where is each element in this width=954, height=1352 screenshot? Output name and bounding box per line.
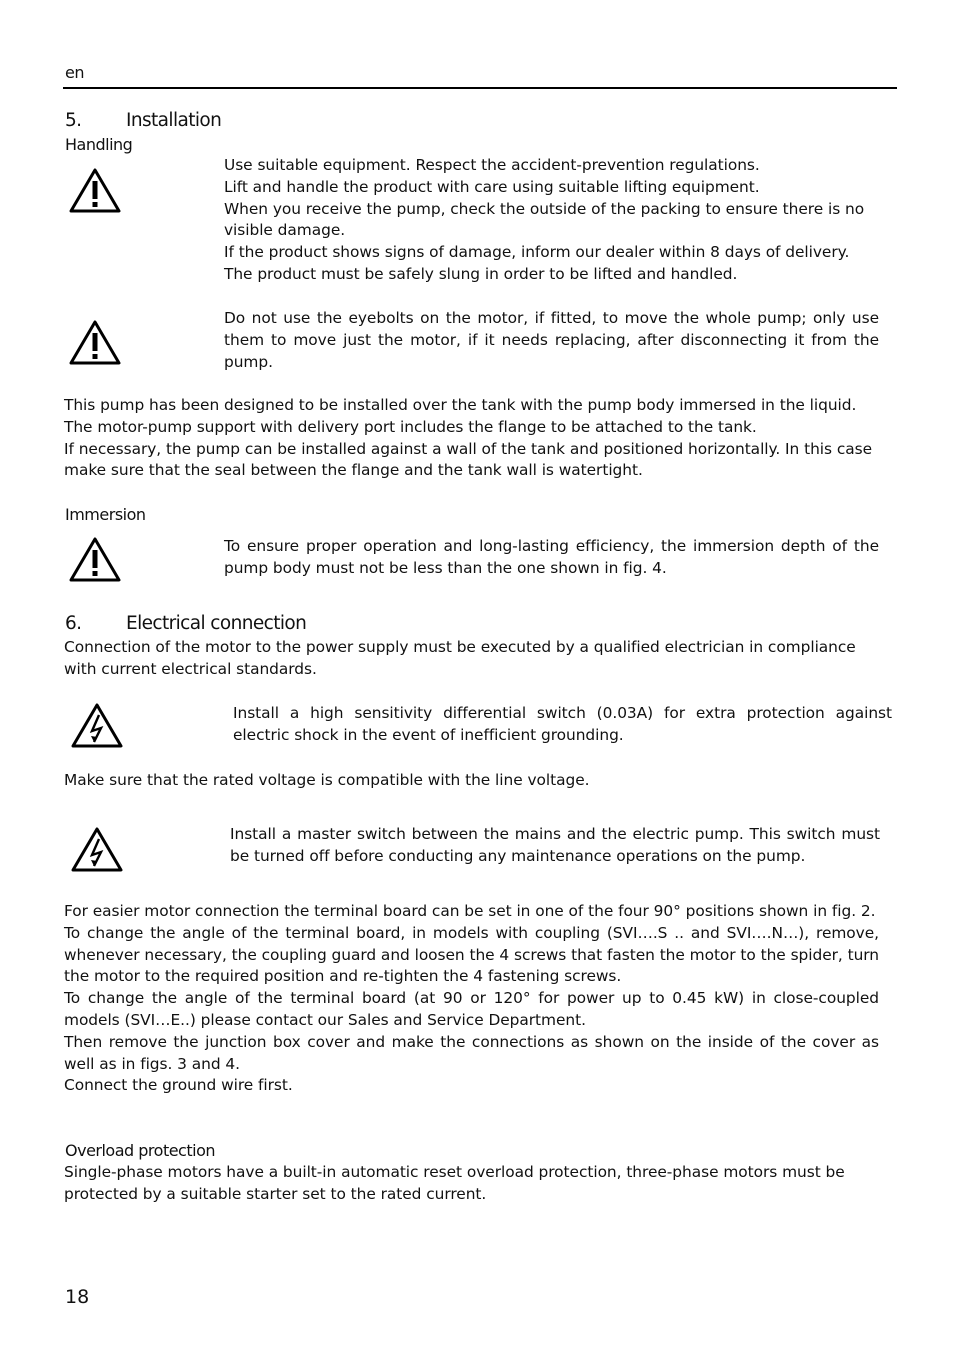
body-line: This pump has been designed to be installed over the tank with the pump body immersed in the liquid. [64, 396, 857, 414]
warning-icon [68, 318, 122, 368]
installation-body [64, 395, 880, 482]
section-6-title: Electrical connection [126, 613, 307, 634]
differential-switch-warning: Install a high sensitivity differential switch (0.03A) for extra protection against electric shock in the event of inefficient grounding. [233, 704, 892, 744]
section-5-number: 5. [65, 110, 82, 131]
handling-line: When you receive the pump, check the outside of the packing to ensure there is no visible damage. [224, 199, 865, 240]
section-5-title: Installation [126, 110, 222, 131]
immersion-warning-text: To ensure proper operation and long-lasting efficiency, the immersion depth of the pump body must not be less than the one shown in fig. 4. [224, 537, 879, 577]
voltage-note: Make sure that the rated voltage is compatible with the line voltage. [64, 771, 590, 789]
handling-line: Lift and handle the product with care using suitable lifting equipment. [224, 177, 760, 196]
body-line: Then remove the junction box cover and make the connections as shown on the inside of the cover as well as in figs. 3 and 4. [64, 1032, 879, 1073]
body-line: To change the angle of the terminal board, in models with coupling (SVI….S .. and SVI….N…), remove, whenever necessary, the coupling guard and loosen the 4 screws that fasten the motor to the spider, turn the motor to the required position and re-tighten the 4 fastening screws. [64, 923, 879, 986]
page-number: 18 [65, 1286, 90, 1308]
section-6-heading [65, 613, 306, 634]
overload-subtitle: Overload protection [65, 1141, 215, 1160]
header-rule [63, 87, 897, 89]
body-line: Connect the ground wire first. [64, 1076, 293, 1095]
body-line: To change the angle of the terminal board (at 90 or 120° for power up to 0.45 kW) in close-coupled models (SVI…E..) please contact our Sales and Service Department. [64, 989, 879, 1029]
electric-shock-icon [70, 825, 124, 875]
handling-line: Use suitable equipment. Respect the accident-prevention regulations. [224, 156, 760, 174]
body-line: If necessary, the pump can be installed against a wall of the tank and positioned horizontally. In this case make sure that the seal between the flange and the tank wall is watertight. [64, 439, 873, 480]
handling-line: The product must be safely slung in order to be lifted and handled. [224, 264, 738, 283]
section-6-number: 6. [65, 613, 82, 634]
handling-warning-text [224, 155, 880, 286]
electrical-body [64, 901, 879, 1097]
eyebolt-warning-text: Do not use the eyebolts on the motor, if fitted, to move the whole pump; only use them to move just the motor, if it needs replacing, after disconnecting it from the pump. [224, 309, 879, 371]
handling-line: If the product shows signs of damage, inform our dealer within 8 days of delivery. [224, 243, 850, 262]
body-line: The motor-pump support with delivery port includes the flange to be attached to the tank. [64, 417, 757, 436]
master-switch-warning: Install a master switch between the mains and the electric pump. This switch must be turned off before conducting any maintenance operations on the pump. [230, 825, 880, 865]
electrical-intro: Connection of the motor to the power supply must be executed by a qualified electrician in compliance with current electrical standards. [64, 638, 856, 678]
overload-text: Single-phase motors have a built-in automatic reset overload protection, three-phase motors must be protected by a suitable starter set to the rated current. [64, 1163, 845, 1203]
handling-subtitle: Handling [65, 135, 133, 154]
warning-icon [68, 535, 122, 585]
section-5-heading [65, 110, 221, 131]
immersion-subtitle: Immersion [65, 505, 146, 524]
warning-icon [68, 166, 122, 216]
language-code: en [65, 63, 84, 82]
electric-shock-icon [70, 701, 124, 751]
body-line: For easier motor connection the terminal board can be set in one of the four 90° positions shown in fig. 2. [64, 902, 876, 920]
